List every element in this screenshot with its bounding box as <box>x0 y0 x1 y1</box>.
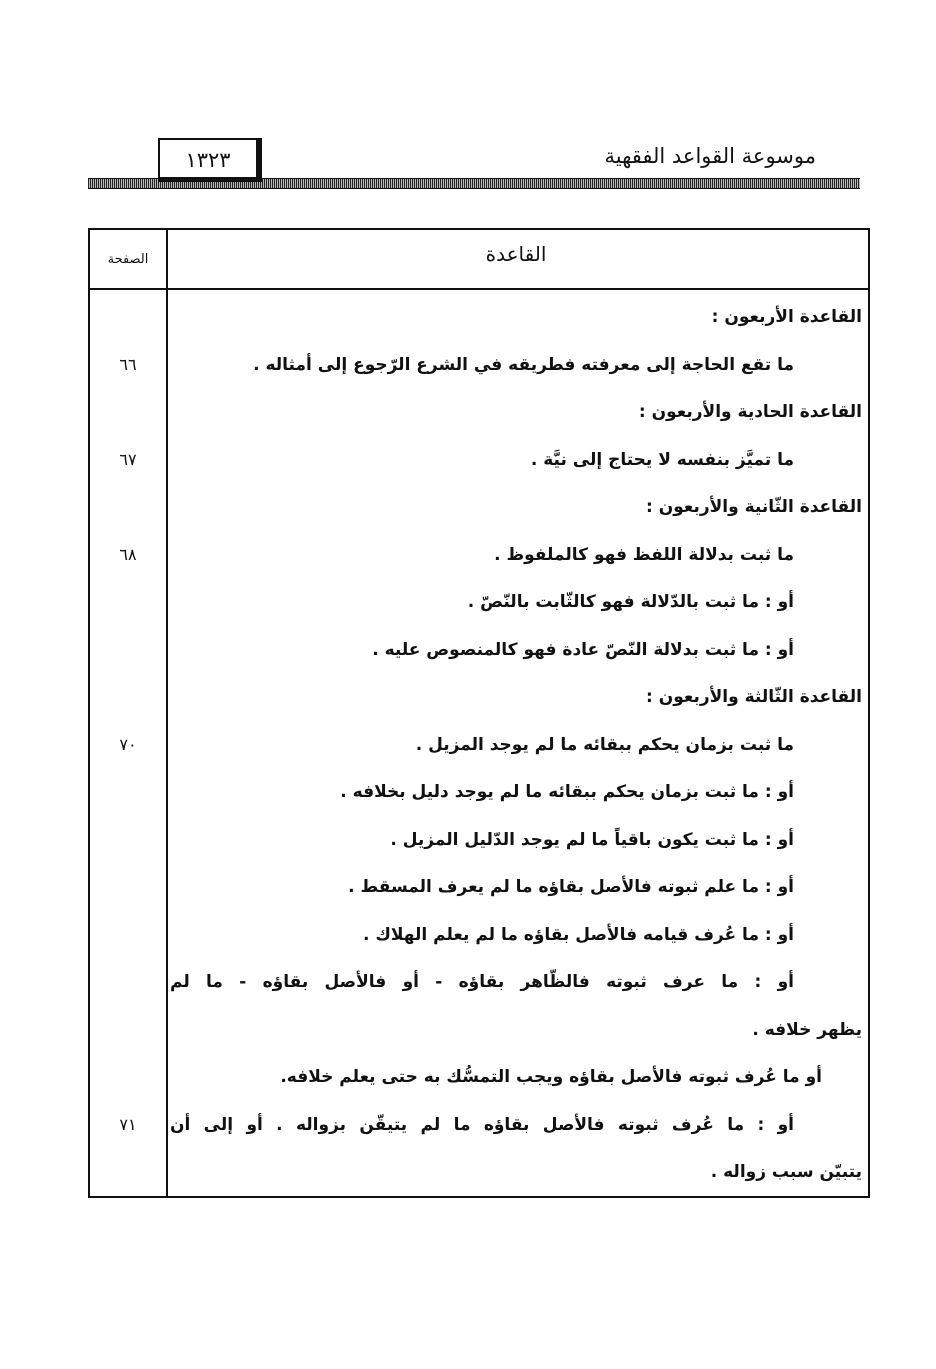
book-title: موسوعة القواعد الفقهية <box>604 144 816 168</box>
page-reference: ٦٦ <box>119 354 137 374</box>
page-header <box>88 138 860 194</box>
page-reference: ٦٨ <box>119 544 137 564</box>
rule-line: أو : ما ثبت بدلالة النّصّ عادة فهو كالمنصوص عليه . <box>372 639 794 660</box>
rule-heading: القاعدة الحادية والأربعون : <box>638 402 862 422</box>
column-header-rule: القاعدة <box>485 242 547 266</box>
rule-line: ما ثبت بدلالة اللفظ فهو كالملفوظ . <box>494 544 794 565</box>
rule-line: أو : ما عرف ثبوته فالظّاهر بقاؤه - أو فالأصل بقاؤه - ما لم <box>170 972 794 992</box>
rules-table <box>88 228 870 1198</box>
rule-line: أو : ما ثبت بزمان يحكم ببقائه ما لم يوجد دليل بخلافه . <box>340 782 794 802</box>
rule-line: يظهر خلافه . <box>752 1019 862 1040</box>
rule-line: أو ما عُرف ثبوته فالأصل بقاؤه ويجب التمسُّك به حتى يعلم خلافه. <box>280 1067 822 1087</box>
rule-line: أو : ما ثبت بالدّلالة فهو كالثّابت بالنّصّ . <box>467 592 794 612</box>
rule-line: أو : ما علم ثبوته فالأصل بقاؤه ما لم يعرف المسقط . <box>348 877 794 897</box>
page-reference: ٧٠ <box>119 734 137 754</box>
rule-heading: القاعدة الأربعون : <box>711 307 862 327</box>
column-header-page: الصفحة <box>107 252 149 267</box>
column-divider <box>166 230 168 1196</box>
rule-heading: القاعدة الثّانية والأربعون : <box>645 497 862 517</box>
page-number: ١٣٢٣ <box>158 138 262 182</box>
page-reference: ٦٧ <box>119 449 137 469</box>
rule-heading: القاعدة الثّالثة والأربعون : <box>645 687 862 707</box>
rule-line: أو : ما عُرف ثبوته فالأصل بقاؤه ما لم يتيقّن بزواله . أو إلى أن <box>170 1114 794 1135</box>
rule-line: ما ثبت بزمان يحكم ببقائه ما لم يوجد المزيل . <box>415 734 794 755</box>
header-divider <box>90 288 868 290</box>
rule-line: أو : ما ثبت يكون باقياً ما لم يوجد الدّليل المزيل . <box>390 829 794 850</box>
rule-line: أو : ما عُرف قيامه فالأصل بقاؤه ما لم يعلم الهلاك . <box>362 924 794 945</box>
rule-line: ما تميَّز بنفسه لا يحتاج إلى نيَّة . <box>530 449 794 470</box>
rule-line: ما تقع الحاجة إلى معرفته فطريقه في الشرع الرّجوع إلى أمثاله . <box>253 354 794 375</box>
page-reference: ٧١ <box>119 1114 137 1134</box>
rule-line: يتبيّن سبب زواله . <box>710 1162 862 1182</box>
